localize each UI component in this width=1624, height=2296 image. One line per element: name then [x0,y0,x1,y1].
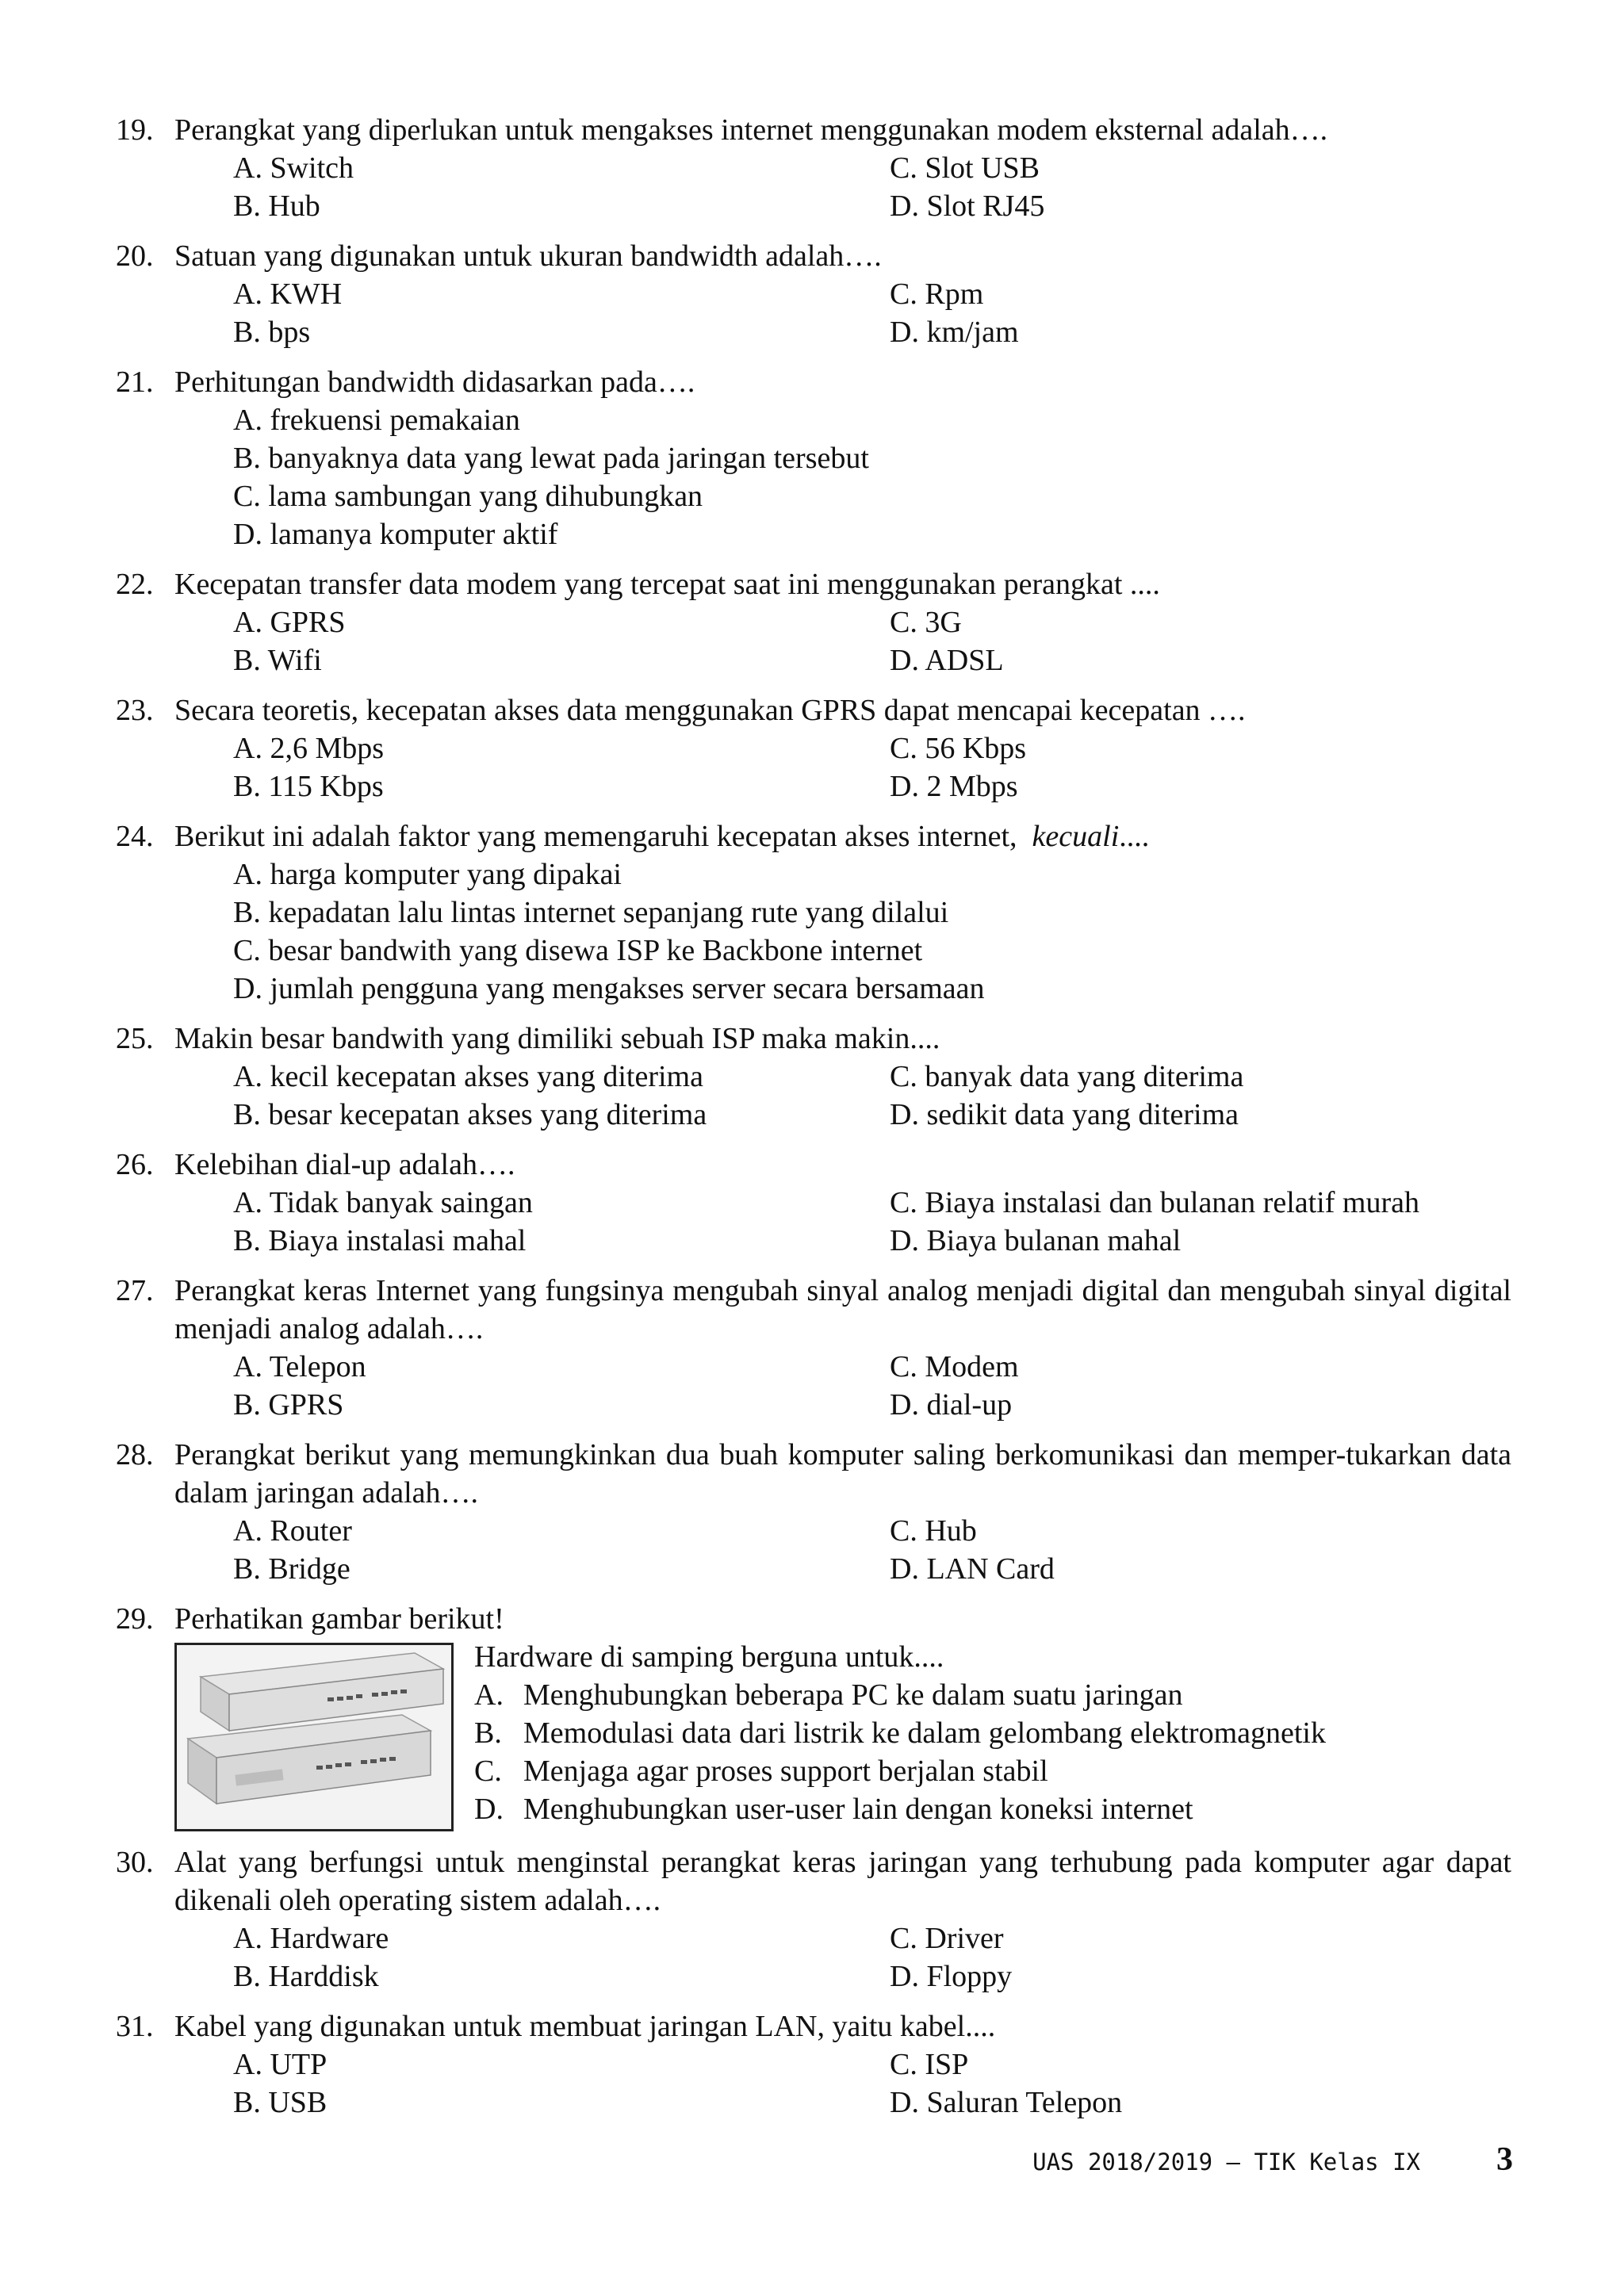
option-d: D. Floppy [890,1960,1013,1993]
question-text: Perangkat berikut yang memungkinkan dua buah komputer saling berkomunikasi dan memper-tukarkan data dalam jaringan adalah…. [174,1438,1511,1510]
option-a: A. Switch [233,151,354,185]
question-text: Secara teoretis, kecepatan akses data menggunakan GPRS dapat mencapai kecepatan …. [174,694,1246,727]
question-29 [116,1600,1511,1831]
option-a: A. frekuensi pemakaian [233,404,520,437]
option-c [474,1752,1326,1790]
option-a: A. harga komputer yang dipakai [233,858,622,891]
footer-title: UAS 2018/2019 – TIK Kelas IX [1032,2149,1420,2175]
question-28 [116,1436,1511,1588]
option-d: D. 2 Mbps [890,770,1018,803]
question-text: Satuan yang digunakan untuk ukuran bandwidth adalah…. [174,239,882,273]
option-b: B. kepadatan lalu lintas internet sepanjang rute yang dilalui [233,896,949,929]
option-c: C. lama sambungan yang dihubungkan [233,480,703,513]
question-number: 28. [116,1438,154,1471]
question-number: 22. [116,568,154,601]
question-number: 25. [116,1022,154,1055]
option-c: C. Modem [890,1350,1019,1383]
question-22 [116,565,1511,679]
option-c: C. 56 Kbps [890,732,1027,765]
option-a: A. kecil kecepatan akses yang diterima [233,1060,703,1093]
option-d: D. Biaya bulanan mahal [890,1224,1182,1257]
option-c: C. 3G [890,606,962,639]
question-21 [116,363,1511,553]
option-d: D. Slot RJ45 [890,189,1045,223]
option-c: C. Hub [890,1514,977,1548]
question-23 [116,691,1511,806]
option-letter: D. [474,1793,504,1826]
question-number: 20. [116,239,154,273]
question-number: 24. [116,820,154,853]
option-a: A. UTP [233,2048,327,2081]
figure-question [474,1638,1326,1831]
question-number: 31. [116,2010,154,2043]
question-number: 19. [116,113,154,147]
option-b: B. 115 Kbps [233,770,384,803]
question-number: 23. [116,694,154,727]
option-b: B. besar kecepatan akses yang diterima [233,1098,707,1131]
question-number: 29. [116,1602,154,1636]
page-footer [1032,2141,1513,2179]
option-d: D. lamanya komputer aktif [233,518,558,551]
question-text-emphasis: kecuali [1032,820,1120,853]
option-c: C. Slot USB [890,151,1040,185]
option-a: A. Tidak banyak saingan [233,1186,533,1219]
network-hub-image [174,1643,454,1831]
option-c: C. besar bandwith yang disewa ISP ke Backbone internet [233,934,923,967]
question-text-tail: .... [1119,820,1150,853]
question-31 [116,2007,1511,2122]
question-text-main: Berikut ini adalah faktor yang memengaruhi kecepatan akses internet, [174,820,1017,853]
option-text: Menghubungkan beberapa PC ke dalam suatu jaringan [523,1678,1183,1712]
option-a: A. 2,6 Mbps [233,732,385,765]
option-a: A. Hardware [233,1922,389,1955]
question-text: Makin besar bandwith yang dimiliki sebuah ISP maka makin.... [174,1022,940,1055]
option-c: C. ISP [890,2048,969,2081]
question-27 [116,1272,1511,1424]
question-text: Perangkat keras Internet yang fungsinya mengubah sinyal analog menjadi digital dan mengubah sinyal digital menjadi analog adalah…. [174,1274,1511,1345]
question-number: 26. [116,1148,154,1181]
option-text: Menjaga agar proses support berjalan stabil [523,1755,1048,1788]
question-25 [116,1020,1511,1134]
hub-illustration [177,1645,451,1829]
question-19 [116,111,1511,225]
page-number: 3 [1496,2141,1513,2178]
option-a: A. KWH [233,277,343,311]
option-a [474,1676,1326,1714]
question-text: Alat yang berfungsi untuk menginstal perangkat keras jaringan yang terhubung pada komputer agar dapat dikenali oleh operating sistem adalah…. [174,1846,1511,1917]
option-d: D. km/jam [890,316,1019,349]
option-b: B. GPRS [233,1388,344,1422]
question-26 [116,1146,1511,1260]
question-number: 21. [116,365,154,399]
option-d: D. jumlah pengguna yang mengakses server secara bersamaan [233,972,985,1005]
option-b: B. USB [233,2086,327,2119]
option-a: A. Telepon [233,1350,366,1383]
option-d: D. sedikit data yang diterima [890,1098,1239,1131]
option-letter: A. [474,1678,504,1712]
question-30 [116,1843,1511,1996]
question-24 [116,817,1511,1008]
option-d [474,1790,1326,1828]
option-text: Memodulasi data dari listrik ke dalam gelombang elektromagnetik [523,1716,1326,1750]
option-b: B. Bridge [233,1552,350,1586]
option-d: D. dial-up [890,1388,1013,1422]
option-d: D. ADSL [890,644,1004,677]
option-d: D. Saluran Telepon [890,2086,1123,2119]
question-text: Perangkat yang diperlukan untuk mengakses internet menggunakan modem eksternal adalah…. [174,113,1328,147]
option-c: C. Driver [890,1922,1004,1955]
figure-block [174,1640,1511,1831]
option-b [474,1714,1326,1752]
question-list [116,111,1511,2133]
question-20 [116,237,1511,351]
question-text: Kabel yang digunakan untuk membuat jaringan LAN, yaitu kabel.... [174,2010,996,2043]
question-text: Perhatikan gambar berikut! [174,1602,504,1636]
option-a: A. GPRS [233,606,346,639]
question-number: 27. [116,1274,154,1307]
option-d: D. LAN Card [890,1552,1055,1586]
option-text: Menghubungkan user-user lain dengan koneksi internet [523,1793,1193,1826]
question-text: Kecepatan transfer data modem yang tercepat saat ini menggunakan perangkat .... [174,568,1160,601]
option-b: B. Harddisk [233,1960,379,1993]
option-b: B. Wifi [233,644,322,677]
question-text: Perhitungan bandwidth didasarkan pada…. [174,365,695,399]
option-b: B. Biaya instalasi mahal [233,1224,527,1257]
option-letter: B. [474,1716,502,1750]
question-text: Kelebihan dial-up adalah…. [174,1148,515,1181]
option-b: B. bps [233,316,311,349]
question-number: 30. [116,1846,154,1879]
figure-caption: Hardware di samping berguna untuk.... [474,1640,944,1674]
option-a: A. Router [233,1514,352,1548]
option-b: B. banyaknya data yang lewat pada jaringan tersebut [233,442,869,475]
option-c: C. Biaya instalasi dan bulanan relatif murah [890,1186,1419,1219]
option-c: C. banyak data yang diterima [890,1060,1244,1093]
option-c: C. Rpm [890,277,984,311]
option-b: B. Hub [233,189,320,223]
question-text [174,817,1511,855]
option-letter: C. [474,1755,502,1788]
